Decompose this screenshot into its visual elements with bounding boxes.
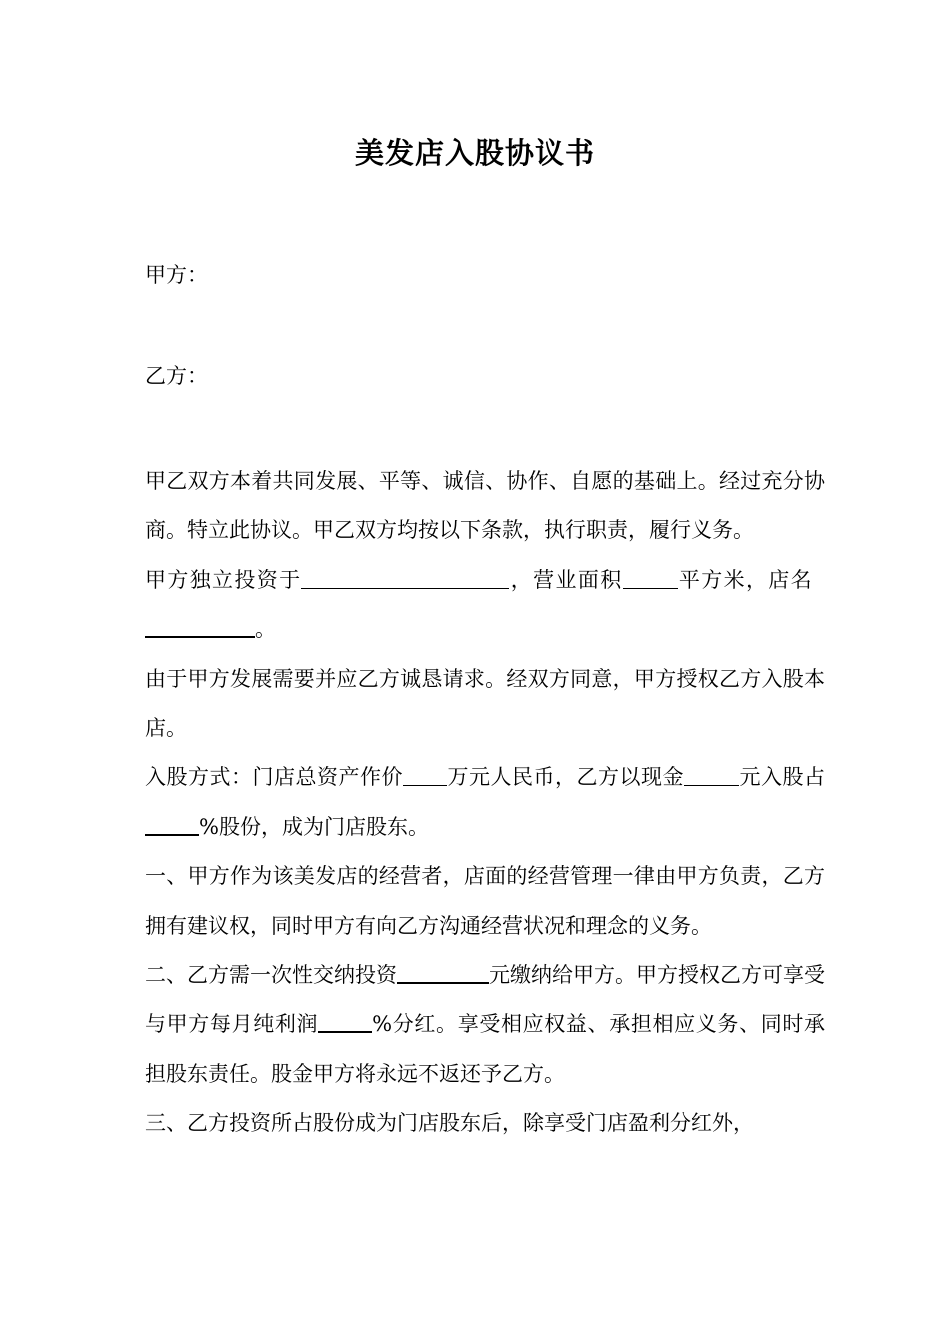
dividend-percent-blank[interactable] — [318, 1009, 372, 1033]
location-blank[interactable] — [301, 566, 509, 589]
agreement-body — [145, 457, 825, 1149]
shop-name-blank[interactable] — [145, 614, 255, 638]
clause-two — [145, 951, 825, 1099]
method-text-1: 入股方式：门店总资产作价 — [145, 765, 403, 790]
share-percent-blank[interactable] — [145, 812, 199, 836]
party-a-label: 甲方： — [145, 263, 208, 287]
investment-text-4: 。 — [255, 617, 276, 642]
clause-three: 三、乙方投资所占股份成为门店股东后，除享受门店盈利分红外， — [145, 1111, 754, 1136]
investment-amount-blank[interactable] — [397, 960, 489, 984]
cash-amount-blank[interactable] — [684, 763, 739, 786]
method-text-4: %股份，成为门店股东。 — [199, 814, 429, 839]
clause-two-text-1: 二、乙方需一次性交纳投资 — [145, 963, 397, 988]
investment-text-3: 平方米，店名 — [677, 567, 814, 592]
clause-two-text-3: %分红。享受相应权益、承担相应义务、同时承担股东责任。股金甲方将永远不返还予乙方。 — [145, 1012, 825, 1086]
area-blank[interactable] — [623, 566, 678, 589]
authorization-paragraph: 由于甲方发展需要并应乙方诚恳请求。经双方同意，甲方授权乙方入股本店。 — [145, 666, 825, 741]
total-assets-blank[interactable] — [403, 763, 447, 786]
clause-one: 一、甲方作为该美发店的经营者，店面的经营管理一律由甲方负责，乙方拥有建议权，同时甲方有向乙方沟通经营状况和理念的义务。 — [145, 864, 825, 938]
method-text-2: 万元人民币，乙方以现金 — [447, 765, 684, 790]
intro-paragraph: 甲乙双方本着共同发展、平等、诚信、协作、自愿的基础上。经过充分协商。特立此协议。甲乙双方均按以下条款，执行职责，履行义务。 — [145, 469, 825, 543]
investment-text-1: 甲方独立投资于 — [145, 567, 302, 592]
investment-paragraph — [145, 556, 825, 655]
clause-two-text-2: 元缴纳给甲方。甲方授权乙方可享受与甲方每月纯利润 — [145, 963, 825, 1037]
investment-text-2: ，营业面积 — [509, 567, 623, 592]
party-b-label: 乙方： — [145, 364, 208, 388]
document-title: 美发店入股协议书 — [354, 136, 595, 170]
share-method-paragraph — [145, 753, 825, 852]
method-text-3: 元入股占 — [739, 765, 825, 790]
